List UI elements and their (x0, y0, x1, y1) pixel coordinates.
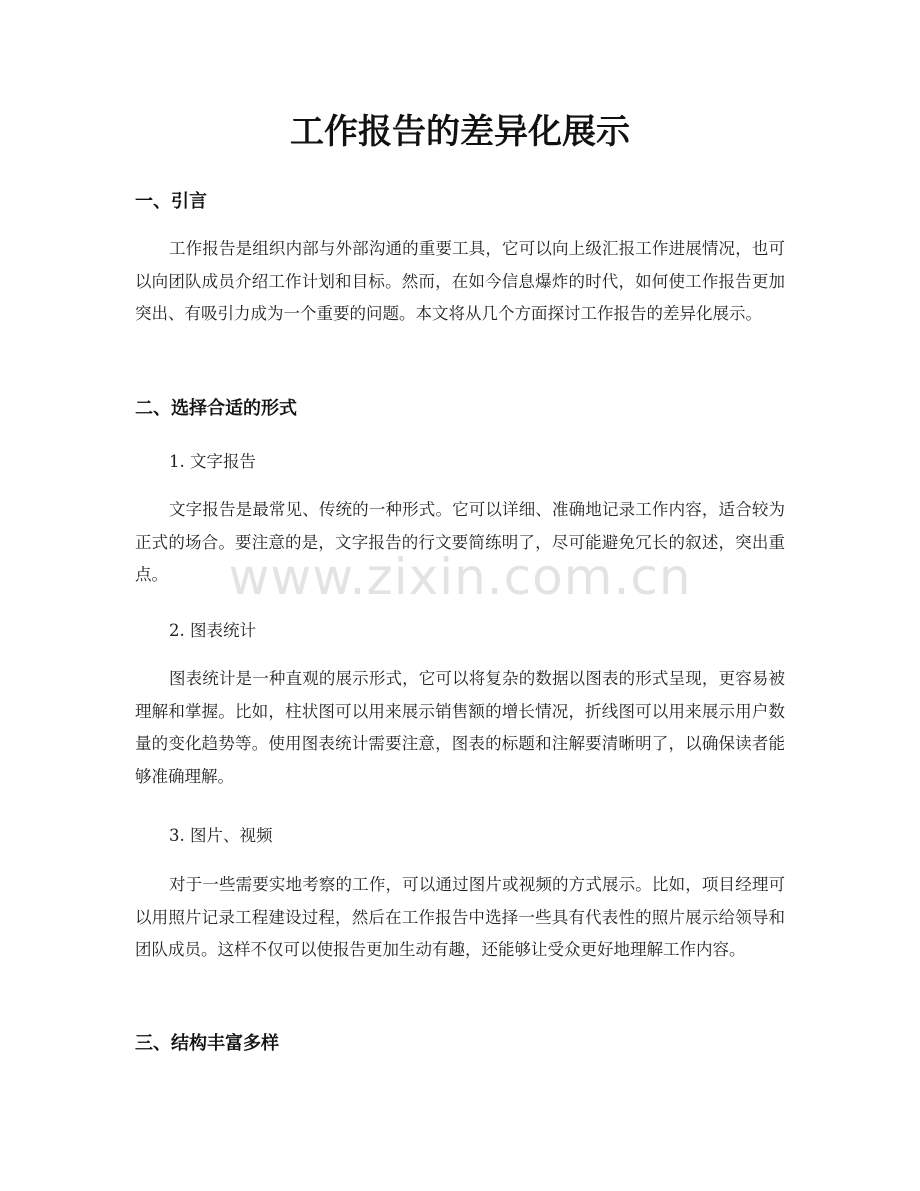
section-heading-intro: 一、引言 (135, 191, 207, 212)
subheading-chart-stats: 2. 图表统计 (169, 621, 256, 640)
images-videos-paragraph: 对于一些需要实地考察的工作，可以通过图片或视频的方式展示。比如，项目经理可以用照片记录工程建设过程，然后在工作报告中选择一些具有代表性的照片展示给领导和团队成员。这样不仅可以使报告更加生动有趣，还能够让受众更好地理解工作内容。 (135, 875, 785, 959)
section-heading-structure: 三、结构丰富多样 (135, 1033, 279, 1054)
watermark-text: www.zixin.com.cn (228, 548, 692, 606)
text-report-paragraph: 文字报告是最常见、传统的一种形式。它可以详细、准确地记录工作内容，适合较为正式的场合。要注意的是，文字报告的行文要简练明了，尽可能避免冗长的叙述，突出重点。 (135, 500, 785, 584)
document-title: 工作报告的差异化展示 (290, 112, 630, 152)
subheading-images-videos: 3. 图片、视频 (169, 826, 273, 845)
subheading-text-report: 1. 文字报告 (169, 452, 256, 471)
section-heading-format: 二、选择合适的形式 (135, 398, 297, 419)
chart-stats-paragraph: 图表统计是一种直观的展示形式，它可以将复杂的数据以图表的形式呈现，更容易被理解和掌握。比如，柱状图可以用来展示销售额的增长情况，折线图可以用来展示用户数量的变化趋势等。使用图表统计需要注意，图表的标题和注解要清晰明了，以确保读者能够准确理解。 (135, 669, 785, 786)
intro-paragraph: 工作报告是组织内部与外部沟通的重要工具，它可以向上级汇报工作进展情况，也可以向团队成员介绍工作计划和目标。然而，在如今信息爆炸的时代，如何使工作报告更加突出、有吸引力成为一个重要的问题。本文将从几个方面探讨工作报告的差异化展示。 (135, 239, 785, 323)
